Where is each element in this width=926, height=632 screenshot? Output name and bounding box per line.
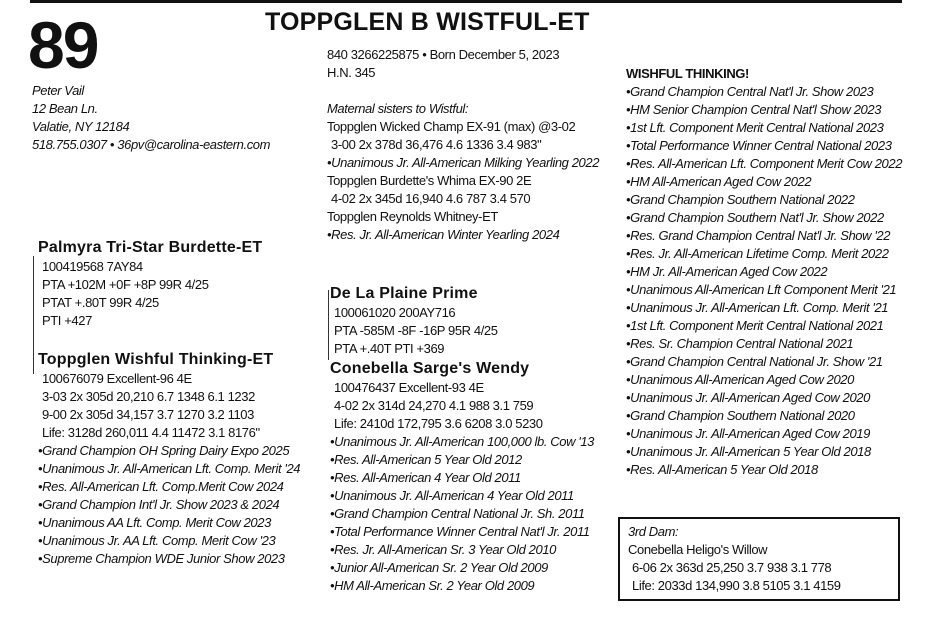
sire-lines [38,258,262,330]
sire-name: Palmyra Tri-Star Burdette-ET [38,239,263,256]
wishful-award: •Grand Champion Southern National 2020 [626,408,855,423]
maternal-lines [327,118,599,244]
wishful-award: •Grand Champion Central National Jr. Show '21 [626,354,883,369]
dam-award: •Unanimous Jr. AA Lft. Comp. Merit Cow '23 [38,533,276,548]
maternal-heading: Maternal sisters to Wistful: [327,101,469,116]
granddam-record-line: 4-02 2x 314d 24,270 4.1 988 3.1 759 [334,398,534,413]
third-dam-record-line: 6-06 2x 363d 25,250 3.7 938 3.1 778 [632,560,832,575]
mgs-bracket [328,290,329,360]
third-dam-lines [628,559,898,595]
maternal-line: 4-02 2x 345d 16,940 4.6 787 3.4 570 [331,191,531,206]
animal-title: TOPPGLEN B WISTFUL-ET [265,8,590,36]
dam-award: •Grand Champion Int'l Jr. Show 2023 & 2024 [38,497,280,512]
dam-award: •Res. All-American Lft. Comp.Merit Cow 2024 [38,479,284,494]
wishful-award: •Grand Champion Central Nat'l Jr. Show 2023 [626,84,874,99]
wishful-awards [626,83,902,479]
dam-award: •Supreme Champion WDE Junior Show 2023 [38,551,285,566]
granddam-record-line: 100476437 Excellent-93 4E [334,380,484,395]
dam-record-line: Life: 3128d 260,011 4.4 11472 3.1 8176" [42,425,260,440]
sire-info-line: PTA +102M +0F +8P 99R 4/25 [42,277,209,292]
granddam-awards [330,433,594,595]
wishful-award: •Grand Champion Southern National 2022 [626,192,855,207]
granddam-block [330,359,594,595]
wishful-award: •1st Lft. Component Merit Central National 2021 [626,318,884,333]
wishful-block [626,65,902,479]
granddam-award: •Res. All-American 5 Year Old 2012 [330,452,522,467]
wishful-award: •Res. All-American Lft. Component Merit Cow 2022 [626,156,903,171]
dam-record-line: 9-00 2x 305d 34,157 3.7 1270 3.2 1103 [42,407,254,422]
granddam-lines [330,379,594,433]
wishful-award: •HM Senior Champion Central Nat'l Show 2023 [626,102,882,117]
consignor-block [32,82,270,154]
wishful-award: •Total Performance Winner Central National 2023 [626,138,892,153]
dam-award: •Unanimous Jr. All-American Lft. Comp. Merit '24 [38,461,301,476]
mgs-lines [330,304,498,358]
granddam-award: •Res. All-American 4 Year Old 2011 [330,470,521,485]
wishful-award: •Res. Sr. Champion Central National 2021 [626,336,854,351]
wishful-award: •Grand Champion Southern Nat'l Jr. Show 2022 [626,210,884,225]
wishful-award: •Res. Grand Champion Central Nat'l Jr. Show '22 [626,228,891,243]
dam-name: Toppglen Wishful Thinking-ET [38,351,274,368]
granddam-award: •Grand Champion Central National Jr. Sh. 2011 [330,506,585,521]
consignor-name: Peter Vail [32,83,84,98]
animal-id-line: 840 3266225875 • Born December 5, 2023 [327,47,560,62]
animal-hn: H.N. 345 [327,65,376,80]
lot-number: 89 [28,8,98,82]
sire-block [38,238,262,330]
consignor-contact: 518.755.0307 • 36pv@carolina-eastern.com [32,137,271,152]
wishful-award: •HM All-American Aged Cow 2022 [626,174,812,189]
third-dam-record-line: Life: 2033d 134,990 3.8 5105 3.1 4159 [632,578,841,593]
consignor-address1: 12 Bean Ln. [32,101,98,116]
third-dam-label: 3rd Dam: [628,524,679,539]
maternal-line: •Unanimous Jr. All-American Milking Yearling 2022 [327,155,600,170]
wishful-award: •Unanimous Jr. All-American Aged Cow 2020 [626,390,870,405]
dam-record-line: 3-03 2x 305d 20,210 6.7 1348 6.1 1232 [42,389,255,404]
wishful-award: •1st Lft. Component Merit Central National 2023 [626,120,884,135]
wishful-award: •HM Jr. All-American Aged Cow 2022 [626,264,828,279]
consignor-address2: Valatie, NY 12184 [32,119,130,134]
maternal-line: 3-00 2x 378d 36,476 4.6 1336 3.4 983" [331,137,542,152]
dam-award: •Unanimous AA Lft. Comp. Merit Cow 2023 [38,515,271,530]
wishful-award: •Unanimous Jr. All-American 5 Year Old 2018 [626,444,871,459]
third-dam-name: Conebella Heligo's Willow [628,542,768,557]
wishful-award: •Res. All-American 5 Year Old 2018 [626,462,818,477]
maternal-sisters-block [327,100,599,244]
top-rule [30,0,902,3]
mgs-block [330,284,498,358]
wishful-award: •Unanimous Jr. All-American Lft. Comp. Merit '21 [626,300,889,315]
wishful-award: •Unanimous All-American Lft Component Merit '21 [626,282,897,297]
sire-info-line: 100419568 7AY84 [42,259,143,274]
mgs-info-line: PTA +.40T PTI +369 [334,341,445,356]
wishful-award: •Res. Jr. All-American Lifetime Comp. Merit 2022 [626,246,889,261]
maternal-line: Toppglen Burdette's Whima EX-90 2E [327,173,532,188]
sire-bracket [33,256,34,374]
dam-block [38,350,300,568]
granddam-award: •HM All-American Sr. 2 Year Old 2009 [330,578,535,593]
granddam-award: •Unanimous Jr. All-American 4 Year Old 2011 [330,488,574,503]
third-dam-box [618,517,900,601]
dam-awards [38,442,300,568]
maternal-line: •Res. Jr. All-American Winter Yearling 2024 [327,227,560,242]
sire-info-line: PTI +427 [42,313,92,328]
sire-info-line: PTAT +.80T 99R 4/25 [42,295,159,310]
dam-lines [38,370,300,442]
animal-id-block [327,46,559,82]
dam-record-line: 100676079 Excellent-96 4E [42,371,192,386]
maternal-line: Toppglen Reynolds Whitney-ET [327,209,498,224]
wishful-award: •Unanimous All-American Aged Cow 2020 [626,372,854,387]
mgs-info-line: 100061020 200AY716 [334,305,456,320]
granddam-name: Conebella Sarge's Wendy [330,360,530,377]
granddam-award: •Junior All-American Sr. 2 Year Old 2009 [330,560,548,575]
mgs-name: De La Plaine Prime [330,285,478,302]
granddam-record-line: Life: 2410d 172,795 3.6 6208 3.0 5230 [334,416,543,431]
maternal-line: Toppglen Wicked Champ EX-91 (max) @3-02 [327,119,576,134]
dam-award: •Grand Champion OH Spring Dairy Expo 2025 [38,443,290,458]
wishful-award: •Unanimous Jr. All-American Aged Cow 2019 [626,426,870,441]
granddam-award: •Unanimous Jr. All-American 100,000 lb. Cow '13 [330,434,595,449]
granddam-award: •Res. Jr. All-American Sr. 3 Year Old 2010 [330,542,556,557]
mgs-info-line: PTA -585M -8F -16P 95R 4/25 [334,323,498,338]
granddam-award: •Total Performance Winner Central Nat'l Jr. 2011 [330,524,590,539]
wishful-heading: WISHFUL THINKING! [626,66,749,81]
